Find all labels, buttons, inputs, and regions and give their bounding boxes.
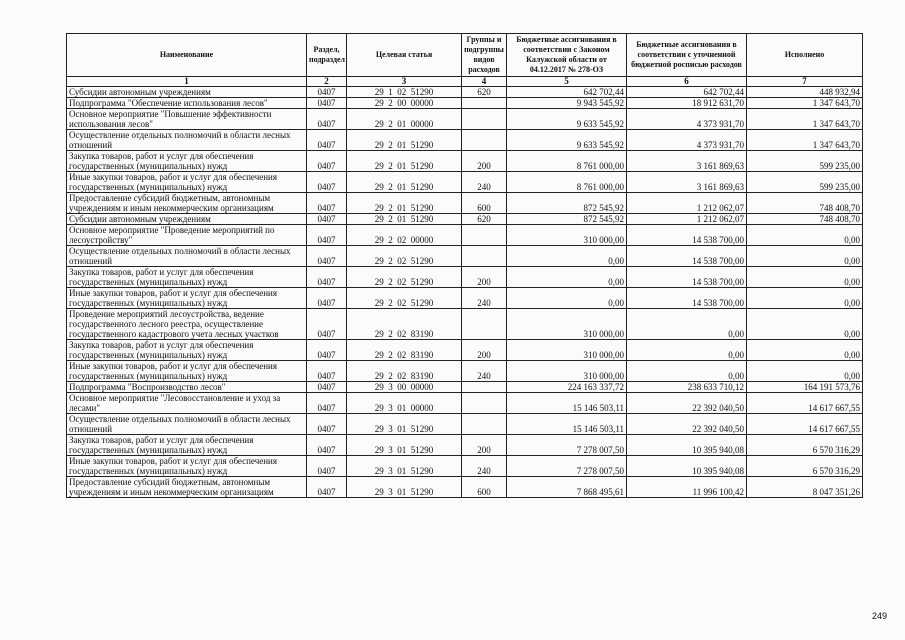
cell-group <box>462 393 507 414</box>
page-number: 249 <box>872 611 888 621</box>
cell-section: 0407 <box>307 361 347 382</box>
cell-law-amount: 224 163 337,72 <box>507 382 627 393</box>
cell-name: Закупка товаров, работ и услуг для обеспечения государственных (муниципальных) нужд <box>67 340 307 361</box>
cell-executed-amount: 6 570 316,29 <box>747 435 863 456</box>
cell-group: 240 <box>462 288 507 309</box>
cell-executed-amount: 448 932,94 <box>747 87 863 98</box>
table-row <box>67 288 863 309</box>
cell-revised-amount: 14 538 700,00 <box>627 246 747 267</box>
cell-revised-amount: 11 996 100,42 <box>627 477 747 498</box>
table-row <box>67 361 863 382</box>
cell-article: 29 2 01 51290 <box>347 172 462 193</box>
cell-section: 0407 <box>307 309 347 340</box>
cell-section: 0407 <box>307 225 347 246</box>
cell-article: 29 2 02 51290 <box>347 288 462 309</box>
cell-group: 200 <box>462 340 507 361</box>
cell-revised-amount: 0,00 <box>627 340 747 361</box>
cell-group <box>462 414 507 435</box>
cell-group <box>462 246 507 267</box>
cell-executed-amount: 164 191 573,76 <box>747 382 863 393</box>
cell-executed-amount: 599 235,00 <box>747 151 863 172</box>
col-number: 5 <box>507 77 627 87</box>
cell-section: 0407 <box>307 456 347 477</box>
cell-name: Субсидии автономным учреждениям <box>67 87 307 98</box>
cell-executed-amount: 0,00 <box>747 225 863 246</box>
cell-law-amount: 15 146 503,11 <box>507 393 627 414</box>
table-row <box>67 193 863 214</box>
cell-article: 29 2 02 83190 <box>347 361 462 382</box>
cell-law-amount: 7 278 007,50 <box>507 456 627 477</box>
cell-article: 29 1 02 51290 <box>347 87 462 98</box>
cell-group <box>462 130 507 151</box>
cell-executed-amount: 0,00 <box>747 309 863 340</box>
col-number: 1 <box>67 77 307 87</box>
table-row <box>67 309 863 340</box>
cell-name: Иные закупки товаров, работ и услуг для обеспечения государственных (муниципальных) нужд <box>67 172 307 193</box>
cell-name: Подпрограмма "Воспроизводство лесов" <box>67 382 307 393</box>
cell-name: Иные закупки товаров, работ и услуг для обеспечения государственных (муниципальных) нужд <box>67 288 307 309</box>
cell-name: Основное мероприятие "Лесовосстановление и уход за лесами" <box>67 393 307 414</box>
cell-section: 0407 <box>307 288 347 309</box>
cell-law-amount: 7 868 495,61 <box>507 477 627 498</box>
cell-law-amount: 310 000,00 <box>507 340 627 361</box>
cell-name: Осуществление отдельных полномочий в области лесных отношений <box>67 246 307 267</box>
cell-executed-amount: 0,00 <box>747 340 863 361</box>
table-row <box>67 130 863 151</box>
table-row <box>67 340 863 361</box>
cell-law-amount: 7 278 007,50 <box>507 435 627 456</box>
cell-law-amount: 0,00 <box>507 267 627 288</box>
cell-section: 0407 <box>307 98 347 109</box>
col-number: 2 <box>307 77 347 87</box>
cell-name: Осуществление отдельных полномочий в области лесных отношений <box>67 414 307 435</box>
cell-name: Иные закупки товаров, работ и услуг для обеспечения государственных (муниципальных) нужд <box>67 456 307 477</box>
cell-group: 620 <box>462 87 507 98</box>
cell-article: 29 2 02 00000 <box>347 225 462 246</box>
cell-article: 29 2 02 51290 <box>347 267 462 288</box>
cell-group: 600 <box>462 193 507 214</box>
cell-group: 240 <box>462 456 507 477</box>
cell-executed-amount: 599 235,00 <box>747 172 863 193</box>
cell-article: 29 2 01 00000 <box>347 109 462 130</box>
cell-law-amount: 15 146 503,11 <box>507 414 627 435</box>
cell-law-amount: 0,00 <box>507 246 627 267</box>
cell-group: 620 <box>462 214 507 225</box>
table-row <box>67 109 863 130</box>
column-number-row <box>67 77 863 87</box>
cell-revised-amount: 642 702,44 <box>627 87 747 98</box>
budget-table <box>66 33 863 498</box>
cell-revised-amount: 1 212 062,07 <box>627 214 747 225</box>
table-row <box>67 382 863 393</box>
cell-revised-amount: 14 538 700,00 <box>627 288 747 309</box>
cell-executed-amount: 0,00 <box>747 361 863 382</box>
cell-section: 0407 <box>307 267 347 288</box>
table-row <box>67 87 863 98</box>
cell-revised-amount: 18 912 631,70 <box>627 98 747 109</box>
cell-revised-amount: 3 161 869,63 <box>627 172 747 193</box>
col-number: 4 <box>462 77 507 87</box>
table-row <box>67 214 863 225</box>
cell-article: 29 3 01 00000 <box>347 393 462 414</box>
cell-executed-amount: 6 570 316,29 <box>747 456 863 477</box>
cell-law-amount: 9 633 545,92 <box>507 109 627 130</box>
cell-revised-amount: 4 373 931,70 <box>627 130 747 151</box>
cell-article: 29 2 01 51290 <box>347 214 462 225</box>
col-header-article: Целевая статья <box>347 34 462 77</box>
cell-name: Предоставление субсидий бюджетным, автономным учреждениям и иным некоммерческим организациям <box>67 477 307 498</box>
cell-article: 29 2 00 00000 <box>347 98 462 109</box>
cell-name: Предоставление субсидий бюджетным, автономным учреждениям и иным некоммерческим организациям <box>67 193 307 214</box>
cell-group: 240 <box>462 361 507 382</box>
cell-executed-amount: 0,00 <box>747 288 863 309</box>
cell-article: 29 2 02 83190 <box>347 340 462 361</box>
col-header-law: Бюджетные ассигнования в соответствии с Законом Калужской области от 04.12.2017 № 278-ОЗ <box>507 34 627 77</box>
cell-revised-amount: 1 212 062,07 <box>627 193 747 214</box>
cell-executed-amount: 1 347 643,70 <box>747 98 863 109</box>
header-row <box>67 34 863 77</box>
cell-group <box>462 225 507 246</box>
cell-law-amount: 8 761 000,00 <box>507 172 627 193</box>
cell-revised-amount: 10 395 940,08 <box>627 456 747 477</box>
cell-name: Осуществление отдельных полномочий в области лесных отношений <box>67 130 307 151</box>
cell-revised-amount: 3 161 869,63 <box>627 151 747 172</box>
cell-group <box>462 98 507 109</box>
cell-section: 0407 <box>307 246 347 267</box>
cell-law-amount: 642 702,44 <box>507 87 627 98</box>
cell-executed-amount: 0,00 <box>747 246 863 267</box>
cell-name: Закупка товаров, работ и услуг для обеспечения государственных (муниципальных) нужд <box>67 435 307 456</box>
cell-section: 0407 <box>307 214 347 225</box>
col-number: 6 <box>627 77 747 87</box>
cell-name: Основное мероприятие "Проведение мероприятий по лесоустройству" <box>67 225 307 246</box>
cell-article: 29 3 01 51290 <box>347 456 462 477</box>
cell-group <box>462 109 507 130</box>
cell-law-amount: 9 943 545,92 <box>507 98 627 109</box>
cell-revised-amount: 0,00 <box>627 361 747 382</box>
col-header-group: Группы и подгруппы видов расходов <box>462 34 507 77</box>
cell-group: 200 <box>462 435 507 456</box>
cell-name: Субсидии автономным учреждениям <box>67 214 307 225</box>
cell-section: 0407 <box>307 109 347 130</box>
cell-group <box>462 309 507 340</box>
cell-article: 29 2 02 51290 <box>347 246 462 267</box>
cell-revised-amount: 14 538 700,00 <box>627 225 747 246</box>
cell-article: 29 2 01 51290 <box>347 130 462 151</box>
cell-section: 0407 <box>307 151 347 172</box>
cell-name: Иные закупки товаров, работ и услуг для обеспечения государственных (муниципальных) нужд <box>67 361 307 382</box>
table-row <box>67 435 863 456</box>
table-row <box>67 477 863 498</box>
col-header-section: Раздел, подраздел <box>307 34 347 77</box>
table-row <box>67 267 863 288</box>
cell-executed-amount: 14 617 667,55 <box>747 414 863 435</box>
cell-section: 0407 <box>307 87 347 98</box>
cell-name: Закупка товаров, работ и услуг для обеспечения государственных (муниципальных) нужд <box>67 151 307 172</box>
cell-revised-amount: 0,00 <box>627 309 747 340</box>
cell-group: 240 <box>462 172 507 193</box>
cell-executed-amount: 8 047 351,26 <box>747 477 863 498</box>
cell-article: 29 2 01 51290 <box>347 151 462 172</box>
cell-section: 0407 <box>307 382 347 393</box>
table-row <box>67 225 863 246</box>
cell-revised-amount: 14 538 700,00 <box>627 267 747 288</box>
cell-section: 0407 <box>307 435 347 456</box>
table-row <box>67 172 863 193</box>
cell-law-amount: 872 545,92 <box>507 193 627 214</box>
table-row <box>67 151 863 172</box>
cell-law-amount: 310 000,00 <box>507 225 627 246</box>
col-header-revised: Бюджетные ассигнования в соответствии с уточненной бюджетной росписью расходов <box>627 34 747 77</box>
col-number: 3 <box>347 77 462 87</box>
cell-section: 0407 <box>307 393 347 414</box>
cell-article: 29 3 01 51290 <box>347 477 462 498</box>
cell-law-amount: 872 545,92 <box>507 214 627 225</box>
cell-group: 200 <box>462 267 507 288</box>
col-header-name: Наименование <box>67 34 307 77</box>
table-row <box>67 98 863 109</box>
cell-revised-amount: 238 633 710,12 <box>627 382 747 393</box>
cell-name: Закупка товаров, работ и услуг для обеспечения государственных (муниципальных) нужд <box>67 267 307 288</box>
cell-law-amount: 0,00 <box>507 288 627 309</box>
table-row <box>67 414 863 435</box>
col-header-executed: Исполнено <box>747 34 863 77</box>
cell-article: 29 3 01 51290 <box>347 414 462 435</box>
cell-section: 0407 <box>307 193 347 214</box>
cell-name: Подпрограмма "Обеспечение использования лесов" <box>67 98 307 109</box>
cell-law-amount: 310 000,00 <box>507 361 627 382</box>
cell-executed-amount: 1 347 643,70 <box>747 130 863 151</box>
cell-law-amount: 9 633 545,92 <box>507 130 627 151</box>
cell-article: 29 2 02 83190 <box>347 309 462 340</box>
cell-executed-amount: 748 408,70 <box>747 193 863 214</box>
cell-article: 29 3 00 00000 <box>347 382 462 393</box>
cell-executed-amount: 748 408,70 <box>747 214 863 225</box>
cell-revised-amount: 10 395 940,08 <box>627 435 747 456</box>
cell-executed-amount: 1 347 643,70 <box>747 109 863 130</box>
table-row <box>67 393 863 414</box>
col-number: 7 <box>747 77 863 87</box>
cell-section: 0407 <box>307 414 347 435</box>
cell-revised-amount: 4 373 931,70 <box>627 109 747 130</box>
cell-name: Проведение мероприятий лесоустройства, ведение государственного лесного реестра, осуществление государственного кадастрового учета лесных участков <box>67 309 307 340</box>
cell-section: 0407 <box>307 340 347 361</box>
cell-group <box>462 382 507 393</box>
cell-section: 0407 <box>307 477 347 498</box>
cell-group: 600 <box>462 477 507 498</box>
cell-executed-amount: 0,00 <box>747 267 863 288</box>
cell-law-amount: 8 761 000,00 <box>507 151 627 172</box>
cell-group: 200 <box>462 151 507 172</box>
cell-name: Основное мероприятие "Повышение эффективности использования лесов" <box>67 109 307 130</box>
cell-executed-amount: 14 617 667,55 <box>747 393 863 414</box>
cell-article: 29 3 01 51290 <box>347 435 462 456</box>
table-row <box>67 246 863 267</box>
cell-section: 0407 <box>307 130 347 151</box>
cell-revised-amount: 22 392 040,50 <box>627 414 747 435</box>
cell-law-amount: 310 000,00 <box>507 309 627 340</box>
table-row <box>67 456 863 477</box>
cell-article: 29 2 01 51290 <box>347 193 462 214</box>
cell-section: 0407 <box>307 172 347 193</box>
cell-revised-amount: 22 392 040,50 <box>627 393 747 414</box>
